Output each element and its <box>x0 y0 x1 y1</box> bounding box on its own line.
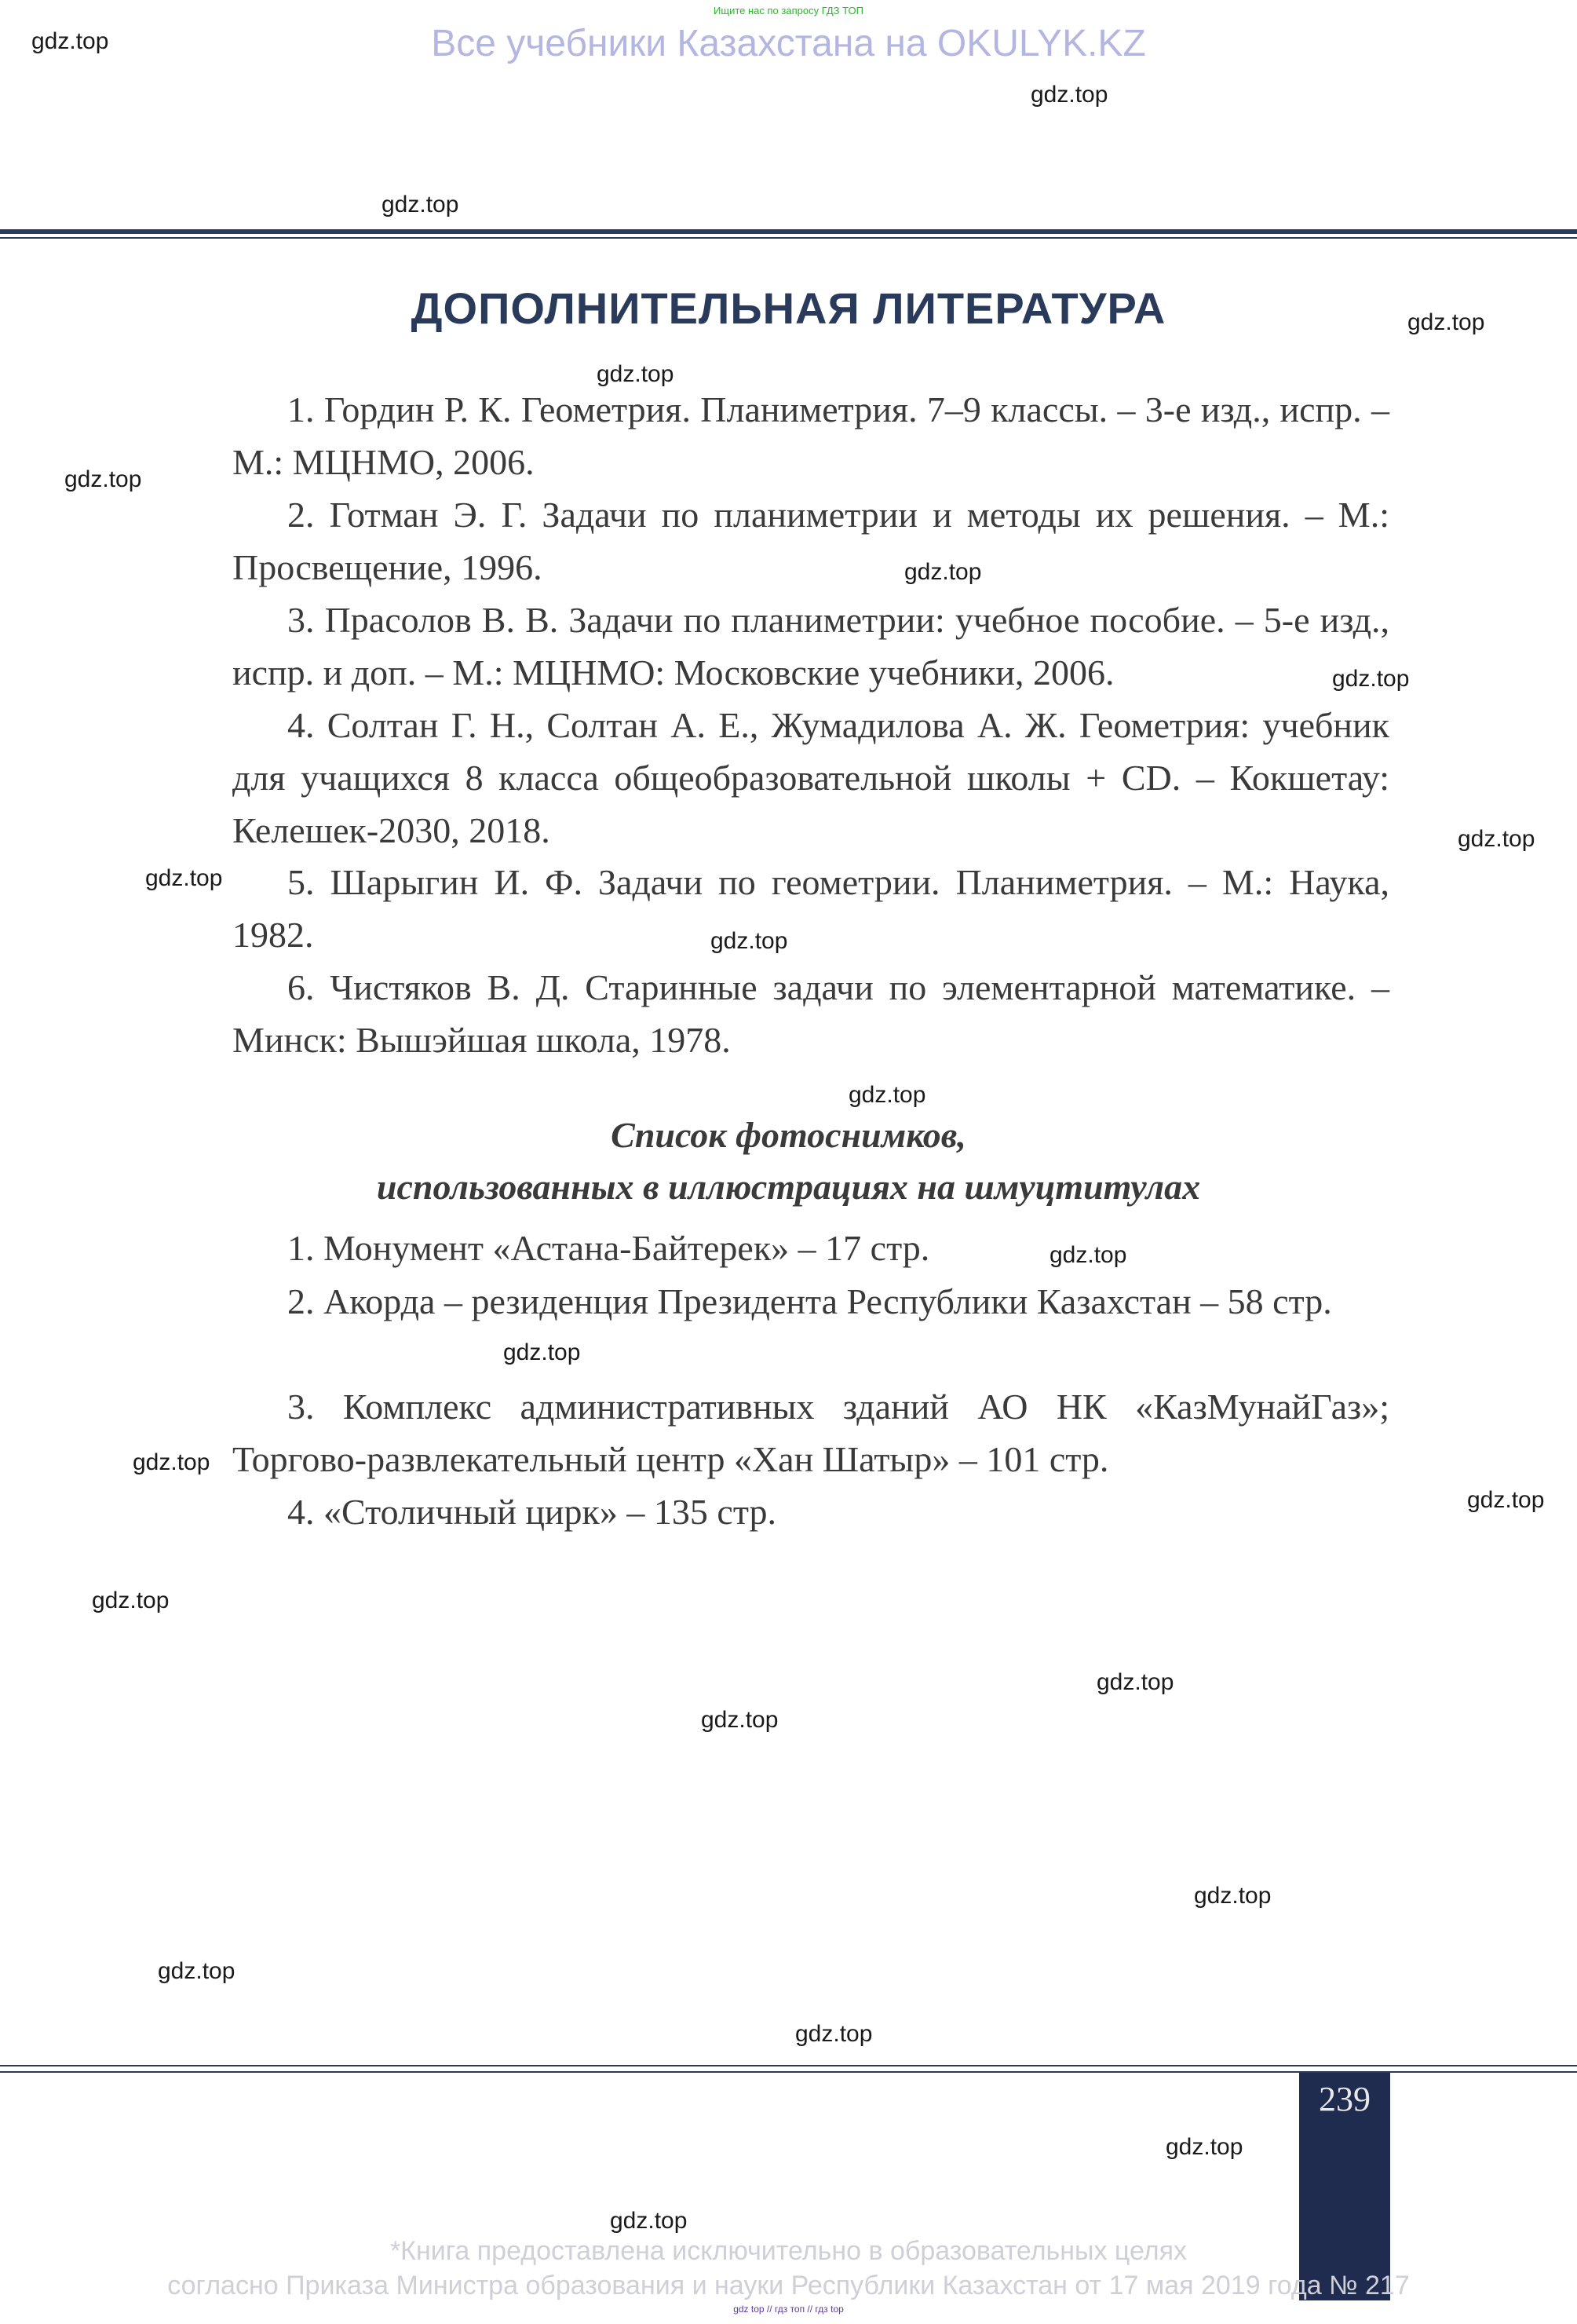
photo-item: 1. Монумент «Астана-Байтерек» – 17 стр. <box>287 1228 930 1268</box>
watermark: gdz.top <box>64 466 142 492</box>
watermark: gdz.top <box>849 1082 926 1108</box>
top-rule <box>0 229 1577 234</box>
watermark: gdz.top <box>1407 309 1485 335</box>
watermark: gdz.top <box>597 361 674 387</box>
footer-note: *Книга предоставлена исключительно в образовательных целях <box>389 2236 1188 2266</box>
literature-item: 5. Шарыгин И. Ф. Задачи по геометрии. Планиметрия. – М.: Наука, 1982. <box>232 862 1389 955</box>
watermark: gdz.top <box>1097 1669 1174 1695</box>
footer-order: согласно Приказа Министра образования и науки Республики Казахстан от 17 мая 2019 года № 217 <box>167 2271 1410 2300</box>
watermark: gdz.top <box>1031 82 1108 108</box>
watermark: gdz.top <box>158 1958 235 1984</box>
watermark: gdz.top <box>904 559 982 585</box>
watermark: gdz.top <box>31 28 109 54</box>
watermark: gdz.top <box>1194 1883 1272 1909</box>
watermark: gdz.top <box>1467 1487 1545 1513</box>
watermark: gdz.top <box>710 928 788 954</box>
watermark: gdz.top <box>1332 666 1410 692</box>
search-hint: Ищите нас по запросу ГДЗ ТОП <box>714 5 863 16</box>
page-heading: ДОПОЛНИТЕЛЬНАЯ ЛИТЕРАТУРА <box>411 283 1166 333</box>
watermark: gdz.top <box>503 1339 581 1365</box>
top-rule-thin <box>0 237 1577 239</box>
watermark: gdz.top <box>610 2208 688 2234</box>
watermark: gdz.top <box>381 192 459 217</box>
watermark: gdz.top <box>701 1707 779 1733</box>
photos-title: Список фотоснимков, <box>611 1115 966 1155</box>
site-banner[interactable]: Все учебники Казахстана на OKULYK.KZ <box>431 23 1146 64</box>
literature-item: 6. Чистяков В. Д. Старинные задачи по элементарной математике. – Минск: Вышэйшая школа, 1978. <box>232 967 1389 1060</box>
literature-item: 4. Солтан Г. Н., Солтан А. Е., Жумадилова А. Ж. Геометрия: учебник для учащихся 8 класса общеобразовательной школы + CD. – Кокшетау: Келешек-2030, 2018. <box>232 705 1389 850</box>
watermark: gdz.top <box>1166 2134 1243 2160</box>
literature-item: 2. Готман Э. Г. Задачи по планиметрии и методы их решения. – М.: Просвещение, 1996. <box>232 495 1389 587</box>
watermark: gdz.top <box>145 865 223 891</box>
watermark: gdz.top <box>1458 826 1535 852</box>
watermark: gdz.top <box>133 1449 210 1475</box>
literature-item: 3. Прасолов В. В. Задачи по планиметрии: учебное пособие. – 5-е изд., испр. и доп. – М.: МЦНМО: Московские учебники, 2006. <box>232 600 1389 692</box>
watermark: gdz.top <box>1050 1242 1127 1268</box>
bottom-rule <box>0 2065 1577 2066</box>
footer-links[interactable]: gdz top // гдз топ // гдз top <box>733 2304 844 2315</box>
photo-item: 3. Комплекс административных зданий АО НК «КазМунайГаз»; Торгово-развлекательный центр «Хан Шатыр» – 101 стр. <box>232 1387 1389 1479</box>
watermark: gdz.top <box>795 2021 873 2047</box>
watermark: gdz.top <box>92 1588 170 1613</box>
photo-item: 2. Акорда – резиденция Президента Республики Казахстан – 58 стр. <box>287 1281 1332 1321</box>
page-number: 239 <box>1319 2080 1371 2118</box>
photo-item: 4. «Столичный цирк» – 135 стр. <box>287 1492 776 1532</box>
literature-item: 1. Гордин Р. К. Геометрия. Планиметрия. 7–9 классы. – 3-е изд., испр. – М.: МЦНМО, 2006. <box>232 389 1389 482</box>
photos-subtitle: использованных в иллюстрациях на шмуцтитулах <box>376 1167 1201 1207</box>
